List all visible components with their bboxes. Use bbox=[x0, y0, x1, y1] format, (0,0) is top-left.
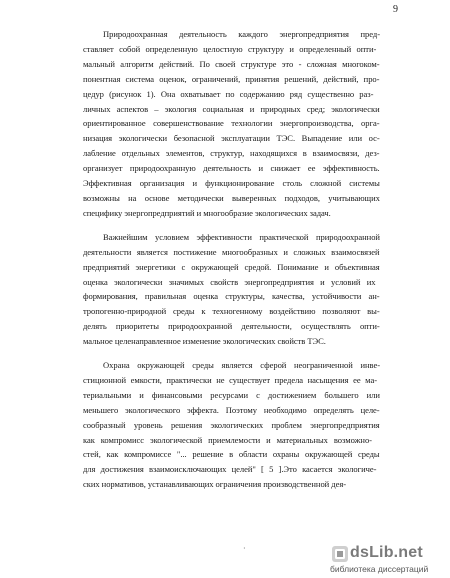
text-line: сообразный уровень решения экологических проблем энергопредприятия bbox=[83, 419, 380, 430]
text-line: формирования, правильная оценка структуры, качества, устойчивости ан- bbox=[83, 291, 380, 302]
text-line: стей, как компромиссе "... решение в области охраны окружающей среды bbox=[83, 449, 380, 460]
text-line: возможны на основе методически выверенных подходов, учитывающих bbox=[83, 192, 380, 203]
text-line: Охрана окружающей среды является сферой неограниченной инве- bbox=[103, 360, 380, 371]
text-line: как компромисс экологической приемлемости и материальных возможно- bbox=[83, 434, 372, 445]
text-line: лабление отдельных элементов, структур, находящихся в взаимосвязи, дез- bbox=[83, 148, 380, 159]
text-line: мальное целенаправленное изменение экологических свойств ТЭС. bbox=[83, 336, 326, 347]
text-line: Важнейшим условием эффективности практической природоохранной bbox=[103, 231, 380, 242]
text-line: предприятий энергетики с окружающей средой. Понимание и объективная bbox=[83, 261, 380, 272]
paragraph bbox=[83, 230, 383, 349]
text-line: тропогенно-природной среды к техногенному воздействию позволяют вы- bbox=[83, 306, 380, 317]
text-line: мальный алгоритм действий. По своей структуре это - сложная многоком- bbox=[83, 58, 380, 69]
watermark-subtitle: библиотека диссертаций bbox=[330, 564, 429, 574]
dslib-watermark bbox=[328, 546, 450, 578]
text-line: цедур (рисунок 1). Она охватывает по содержанию ряд существенно раз- bbox=[83, 88, 374, 99]
text-line: ориентированное совершенствование технологии энергопроизводства, орга- bbox=[83, 118, 380, 129]
text-line: личных аспектов – экология социальная и природных сред; экологически bbox=[83, 103, 380, 114]
text-line: оценка экологически значимых свойств энергопредприятия и условий их bbox=[83, 276, 376, 287]
stray-mark: · bbox=[243, 544, 246, 553]
text-line: Природоохранная деятельность каждого энергопредприятия пред- bbox=[103, 29, 380, 39]
text-line: меньшего экологического эффекта. Поэтому необходимо определять целе- bbox=[83, 404, 380, 415]
text-line: делять приоритеты природоохранной деятельности, осуществлять опти- bbox=[83, 321, 380, 332]
text-line: териальными и финансовыми ресурсами с достижением большего или bbox=[83, 389, 380, 400]
paragraph bbox=[83, 358, 383, 492]
watermark-brand: dsLib.net bbox=[350, 544, 423, 561]
dslib-logo-icon bbox=[332, 546, 348, 562]
text-line: для достижения взаимоисключающих целей" [ 5 ].Это касается экологиче- bbox=[83, 464, 377, 475]
text-line: низация экологически безопасной эксплуатации ТЭС. Выпадение или ос- bbox=[83, 133, 380, 144]
page-number: 9 bbox=[393, 4, 398, 15]
text-line: специфику энергопредприятий и многообразие экологических задач. bbox=[83, 207, 331, 218]
text-line: стиционной емкости, практически не существует предела насыщения ее ма- bbox=[83, 374, 378, 385]
text-line: понентная система оценок, ограничений, принятия решений, действий, про- bbox=[83, 73, 380, 84]
text-line: Эффективная организация и функционирование столь сложной системы bbox=[83, 178, 380, 189]
paragraph bbox=[83, 27, 383, 221]
body-text bbox=[83, 27, 383, 492]
text-line: ских нормативов, устанавливающих ограничения производственной дея- bbox=[83, 479, 346, 490]
text-line: ставляет собой определенную целостную структуру и определенный опти- bbox=[83, 43, 377, 54]
text-line: организует природоохранную деятельность и снижает ее эффективность. bbox=[83, 163, 380, 174]
text-line: деятельности является постижение многообразных и сложных взаимосвязей bbox=[83, 246, 380, 257]
